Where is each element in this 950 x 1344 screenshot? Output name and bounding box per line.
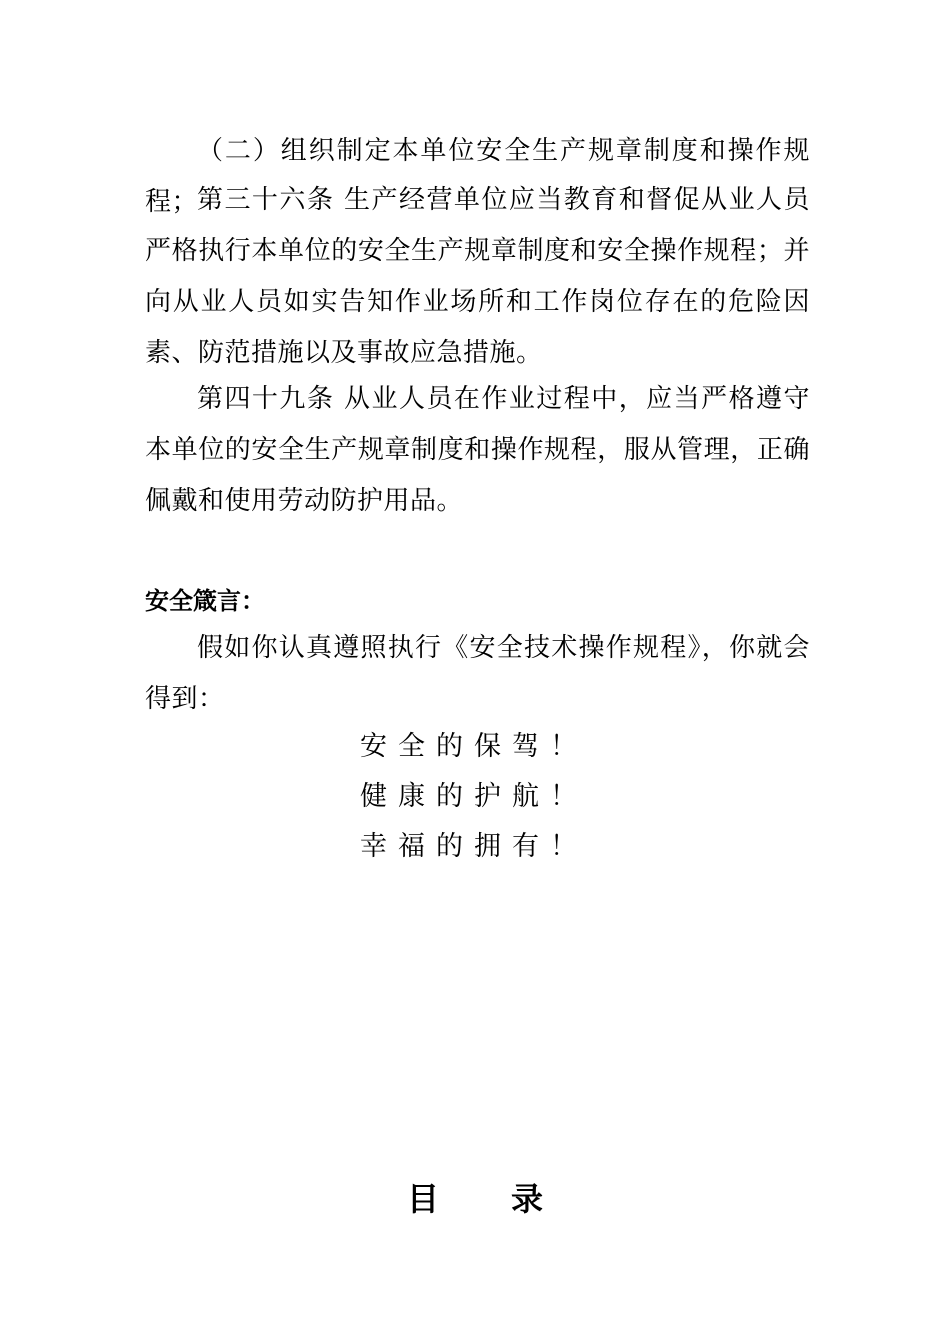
motto-line-2: 健康的护航！ (360, 781, 588, 812)
article-36-paragraph: 第三十六条 生产经营单位应当教育和督促从业人员严格执行本单位的安全生产规章制度和安全操作规程；并向从业人员如实告知作业场所和工作岗位存在的危险因素、防范措施以及事故应急措施。 (145, 185, 810, 368)
motto-line-1: 安全的保驾！ (360, 731, 588, 762)
toc-title-char-1: 目 (406, 1180, 439, 1218)
motto-line-3: 幸福的拥有！ (360, 831, 588, 862)
motto-intro: 假如你认真遵照执行《安全技术操作规程》，你就会得到： (145, 633, 810, 714)
toc-title-char-2: 录 (511, 1180, 544, 1218)
item-2-paragraph: （二）组织制定本单位安全生产规章制度和操作规程； (145, 136, 810, 217)
article-49-paragraph: 第四十九条 从业人员在作业过程中，应当严格遵守本单位的安全生产规章制度和操作规程，服从管理，正确佩戴和使用劳动防护用品。 (145, 384, 810, 516)
toc-title (0, 1174, 950, 1220)
motto-heading: 安全箴言： (145, 586, 265, 615)
